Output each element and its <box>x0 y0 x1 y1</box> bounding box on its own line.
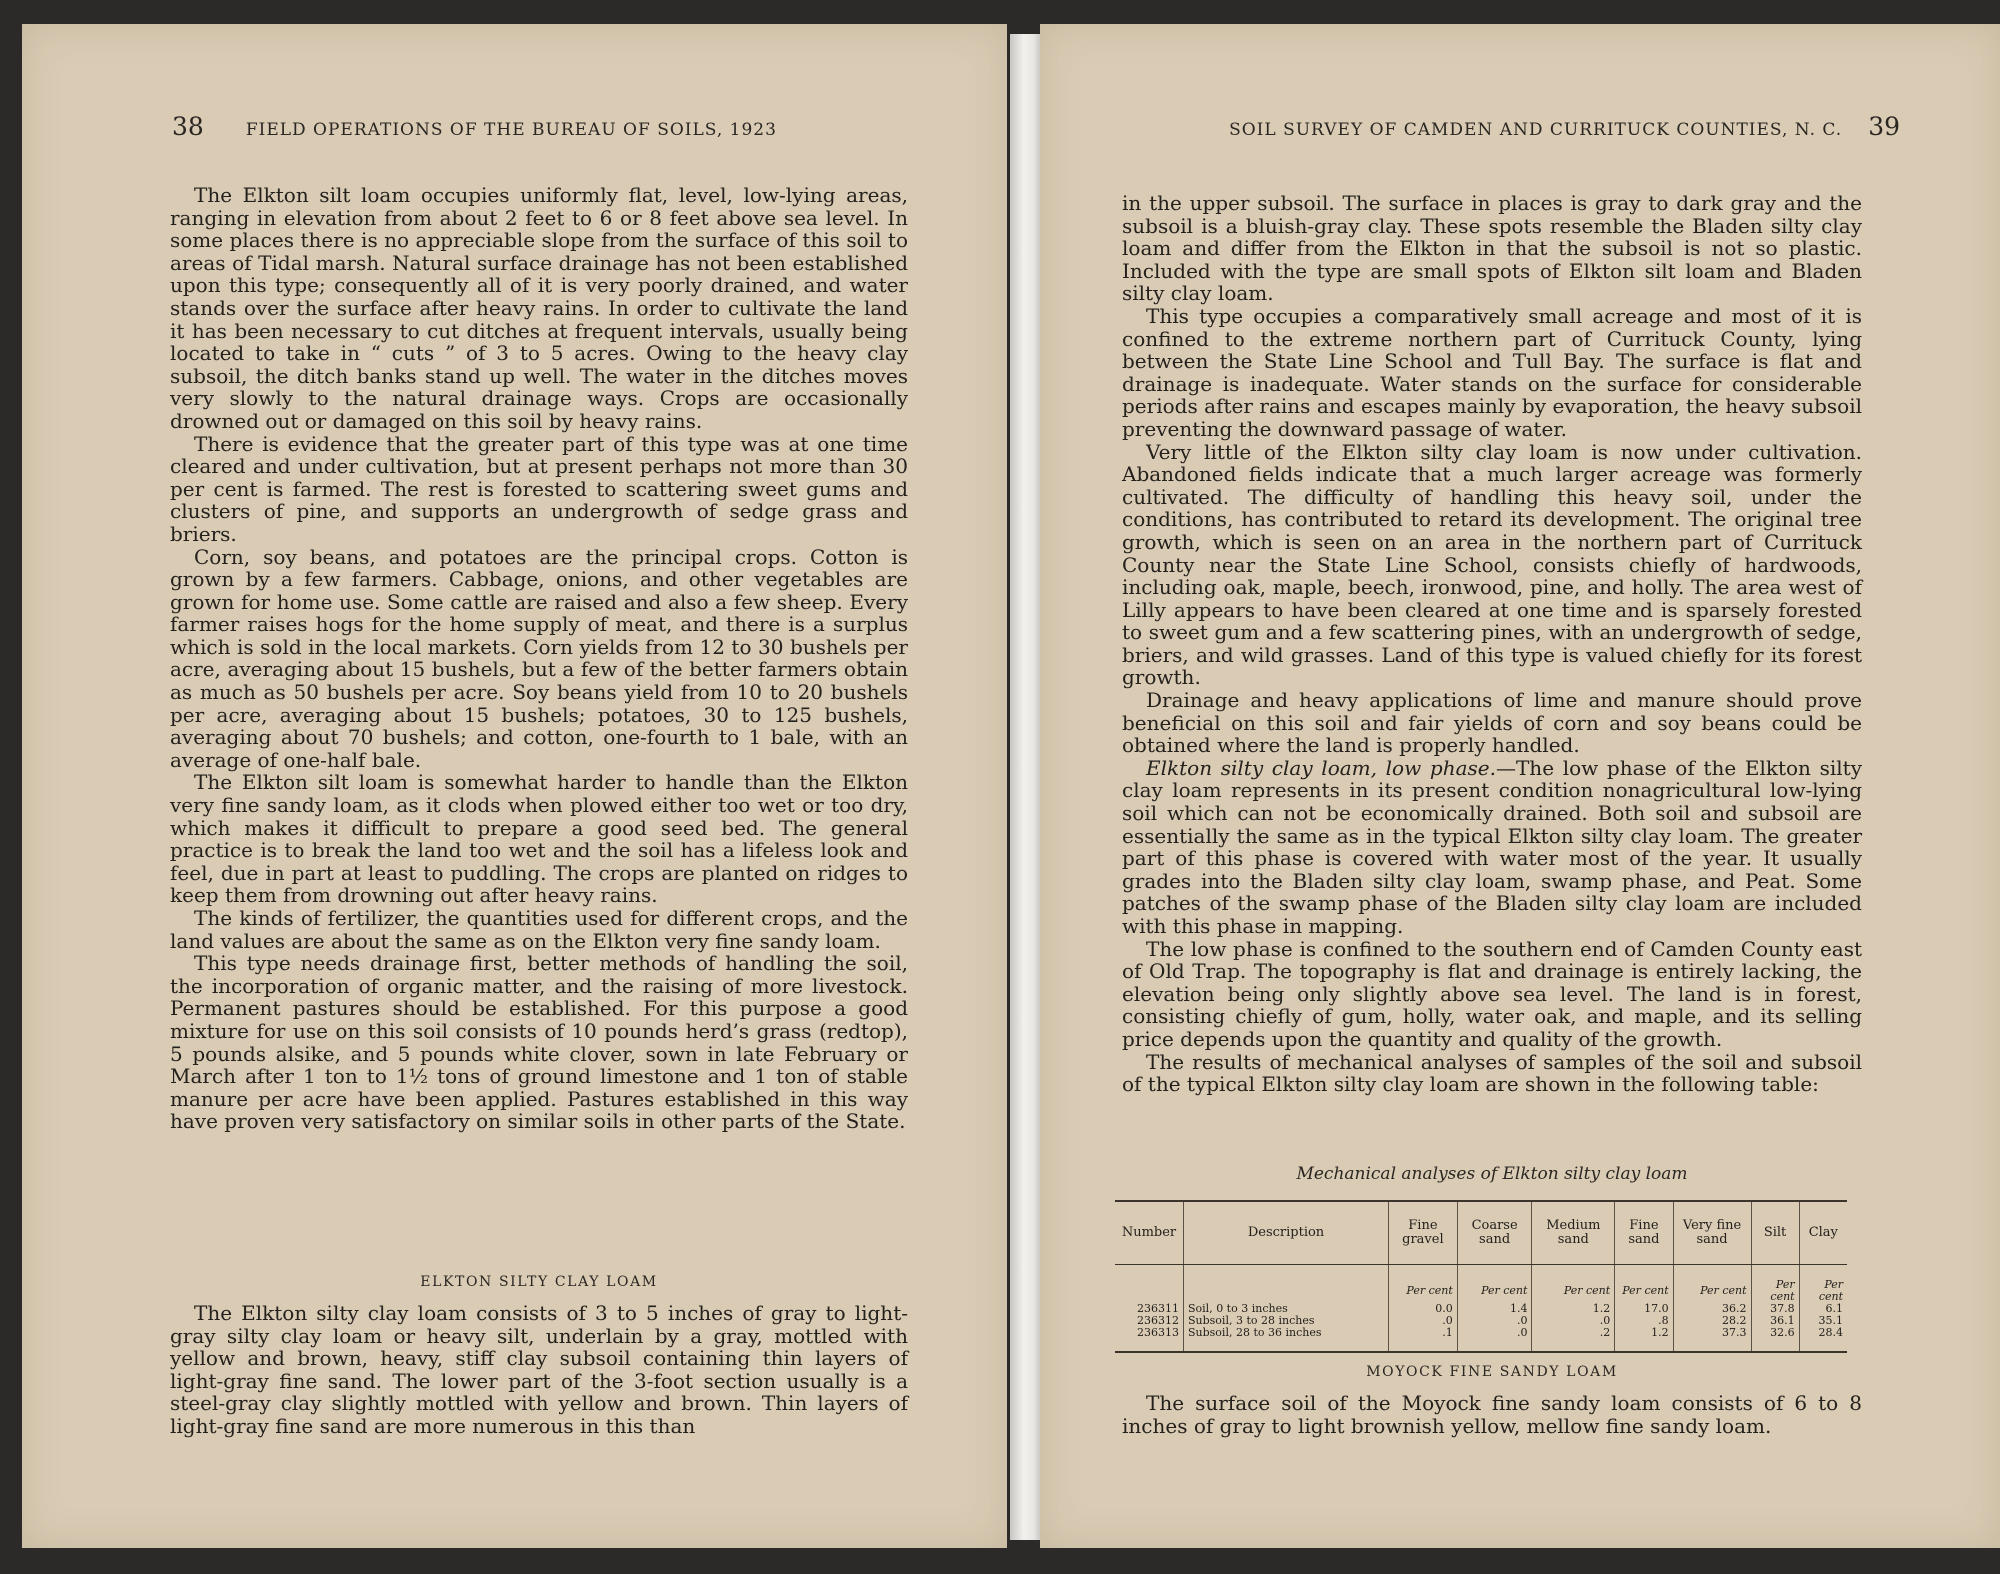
table-caption: Mechanical analyses of Elkton silty clay loam <box>1296 1164 1688 1184</box>
table-row <box>1115 1327 1847 1352</box>
table-header-cell: Silt <box>1751 1201 1799 1265</box>
paragraph: There is evidence that the greater part of this type was at one time cleared and under cultivation, but at present perhaps not more than 30 per cent is farmed. The rest is forested to scattering sweet gums and clusters of pine, and supports an undergrowth of sedge grass and briers. <box>170 431 908 546</box>
table-cell: 17.0 <box>1615 1303 1673 1315</box>
running-head: FIELD OPERATIONS OF THE BUREAU OF SOILS, 1923 <box>245 120 777 140</box>
page-number: 38 <box>172 112 204 141</box>
table-units-row <box>1115 1265 1847 1304</box>
paragraph: The Elkton silt loam is somewhat harder to handle than the Elkton very fine sandy loam, as it clods when plowed either too wet or too dry, which makes it difficult to prepare a good seed bed. The general practice is to break the land too wet and the soil has a lifeless look and feel, due in part at least to puddling. The crops are planted on ridges to keep them from drowning out after heavy rains. <box>170 770 908 908</box>
table-header-cell: Fine sand <box>1615 1201 1673 1265</box>
table-cell: 6.1 <box>1825 1302 1843 1315</box>
table-cell: 28.2 <box>1673 1315 1751 1327</box>
paragraph: This type needs drainage first, better methods of handling the soil, the incorporation of organic matter, and the raising of more livestock. Permanent pastures should be established. For this purpose a good mixture for use on this soil consists of 10 pounds herd’s grass (redtop), 5 pounds alsike, and 5 pounds white clover, sown in late February or March after 1 ton to 1½ tons of ground limestone and 1 ton of stable manure per acre have been applied. Pastures established in this way have proven very satisfactory on similar soils in other parts of the State. <box>170 951 908 1134</box>
right-running-header <box>1180 112 1900 152</box>
page-number: 39 <box>1868 112 1900 141</box>
table-header-cell: Coarse sand <box>1457 1201 1532 1265</box>
table-cell: 35.1 <box>1818 1314 1843 1327</box>
table-cell: 236311 <box>1115 1303 1184 1315</box>
table-cell: 1.2 <box>1615 1327 1673 1352</box>
book-gutter <box>1010 34 1044 1540</box>
table-cell: .0 <box>1457 1327 1532 1352</box>
paragraph: This type occupies a comparatively small acreage and most of it is confined to the extreme northern part of Currituck County, lying between the State Line School and Tull Bay. The surface is flat and drainage is inadequate. Water stands on the surface for considerable periods after rains and escapes mainly by evaporation, the heavy subsoil preventing the downward passage of water. <box>1122 303 1862 441</box>
paragraph: The Elkton silty clay loam consists of 3 to 5 inches of gray to light-gray silty clay loam or heavy silt, underlain by a gray, mottled with yellow and brown, heavy, stiff clay subsoil containing thin layers of light-gray fine sand. The lower part of the 3-foot section usually is a steel-gray clay slightly mottled with yellow and brown. Thin layers of light-gray fine sand are more numerous in this than <box>170 1301 908 1438</box>
right-section-text <box>1122 1392 1862 1437</box>
table-cell: .0 <box>1532 1315 1615 1327</box>
section-title: ELKTON SILTY CLAY LOAM <box>420 1274 658 1290</box>
table-cell: Subsoil, 28 to 36 inches <box>1184 1327 1389 1352</box>
table-cell: .0 <box>1389 1315 1458 1327</box>
table-cell: 37.3 <box>1673 1327 1751 1352</box>
table-cell: 1.2 <box>1532 1303 1615 1315</box>
table-cell: Per cent <box>1751 1265 1799 1304</box>
table-cell: 1.4 <box>1457 1303 1532 1315</box>
table-header-cell: Clay <box>1799 1201 1847 1265</box>
table-cell: 236313 <box>1115 1327 1184 1352</box>
paragraph: The surface soil of the Moyock fine sandy loam consists of 6 to 8 inches of gray to light brownish yellow, mellow fine sandy loam. <box>1122 1391 1862 1438</box>
table-cell: 37.8 <box>1751 1303 1799 1315</box>
table-cell: Per cent <box>1532 1265 1615 1304</box>
table-cell: 36.1 <box>1751 1315 1799 1327</box>
table-cell: Soil, 0 to 3 inches <box>1184 1303 1389 1315</box>
table-header-cell: Description <box>1184 1201 1389 1265</box>
table-cell: Per cent <box>1389 1265 1458 1304</box>
running-head: SOIL SURVEY OF CAMDEN AND CURRITUCK COUNTIES, N. C. <box>1229 120 1843 140</box>
paragraph: The kinds of fertilizer, the quantities used for different crops, and the land values are about the same as on the Elkton very fine sandy loam. <box>170 906 908 953</box>
table-cell: .1 <box>1389 1327 1458 1352</box>
low-phase-paragraph <box>1122 757 1862 938</box>
table-header-cell: Very fine sand <box>1673 1201 1751 1265</box>
table-cell: Per cent <box>1457 1265 1532 1304</box>
paragraph: The Elkton silt loam occupies uniformly flat, level, low-lying areas, ranging in elevation from about 2 feet to 6 or 8 feet above sea level. In some places there is no appreciable slope from the surface of this soil to areas of Tidal marsh. Natural surface drainage has not been established upon this type; consequently all of it is very poorly drained, and water stands over the surface after heavy rains. In order to cultivate the land it has been necessary to cut ditches at frequent intervals, usually being located to take in “ cuts ” of 3 to 5 acres. Owing to the heavy clay subsoil, the ditch banks stand up well. The water in the ditches moves very slowly to the natural drainage ways. Crops are occasionally drowned out or damaged on this soil by heavy rains. <box>170 183 908 433</box>
low-phase-text: —The low phase of the Elkton silty clay loam represents in its present condition nonagricultural low-lying soil which can not be economically drained. Both soil and subsoil are essentially the same as in the typical Elkton silty clay loam. The greater part of this phase is covered with water most of the year. It usually grades into the Bladen silty clay loam, swamp phase, and Peat. Some patches of the swamp phase of the Bladen silty clay loam are included with this phase in mapping. <box>1122 755 1862 938</box>
paragraph: Very little of the Elkton silty clay loam is now under cultivation. Abandoned fields indicate that a much larger acreage was formerly cultivated. The difficulty of handling this heavy soil, under the conditions, has contributed to retard its development. The original tree growth, which is seen on an area in the northern part of Currituck County near the State Line School, consists chiefly of hardwoods, including oak, maple, beech, ironwood, pine, and holly. The area west of Lilly appears to have been cleared at one time and is sparsely forested to sweet gum and a few scattering pines, with an undergrowth of sedge, briers, and wild grasses. Land of this type is valued chiefly for its forest growth. <box>1122 439 1862 690</box>
table-header-cell: Medium sand <box>1532 1201 1615 1265</box>
paragraph: The low phase is confined to the southern end of Camden County east of Old Trap. The topography is flat and drainage is entirely lacking, the elevation being only slightly above sea level. The land is in forest, consisting chiefly of gum, holly, water oak, and maple, and its selling price depends upon the quantity and quality of the growth. <box>1122 936 1862 1051</box>
left-page <box>22 24 1007 1548</box>
table-cell: 0.0 <box>1389 1303 1458 1315</box>
table-cell: Per cent <box>1818 1278 1843 1303</box>
paragraph: The results of mechanical analyses of samples of the soil and subsoil of the typical Elkton silty clay loam are shown in the following table: <box>1122 1049 1862 1097</box>
low-phase-heading: Elkton silty clay loam, low phase. <box>1146 755 1496 780</box>
table-cell: 36.2 <box>1673 1303 1751 1315</box>
table-header-cell: Number <box>1115 1201 1184 1265</box>
left-running-header <box>172 112 932 152</box>
table-cell: Subsoil, 3 to 28 inches <box>1184 1315 1389 1327</box>
table-cell: .0 <box>1457 1315 1532 1327</box>
table-cell: 28.4 <box>1799 1327 1847 1352</box>
left-section-text <box>170 1302 908 1438</box>
table-cell: 32.6 <box>1751 1327 1799 1352</box>
table-cell: .2 <box>1532 1327 1615 1352</box>
table-header-row <box>1115 1201 1847 1265</box>
paragraph: Drainage and heavy applications of lime and manure should prove beneficial on this soil and fair yields of corn and soy beans could be obtained where the land is properly handled. <box>1122 688 1862 758</box>
section-title: MOYOCK FINE SANDY LOAM <box>1366 1364 1618 1380</box>
paragraph: Corn, soy beans, and potatoes are the principal crops. Cotton is grown by a few farmers. Cabbage, onions, and other vegetables are grown for home use. Some cattle are raised and also a few sheep. Every farmer raises hogs for the home supply of meat, and there is a surplus which is sold in the local markets. Corn yields from 12 to 30 bushels per acre, averaging about 15 bushels, but a few of the better farmers obtain as much as 50 bushels per acre. Soy beans yield from 10 to 20 bushels per acre, averaging about 15 bushels; potatoes, 30 to 125 bushels, averaging about 70 bushels; and cotton, one-fourth to 1 bale, with an average of one-half bale. <box>170 544 908 772</box>
right-body-text <box>1122 192 1862 1096</box>
table-cell <box>1184 1265 1389 1304</box>
table-cell: Per cent <box>1615 1265 1673 1304</box>
right-page <box>1040 24 2000 1548</box>
mechanical-analyses-table <box>1115 1200 1847 1353</box>
table-header-cell: Fine gravel <box>1389 1201 1458 1265</box>
table-cell: Per cent <box>1673 1265 1751 1304</box>
left-body-text <box>170 184 908 1133</box>
table-cell <box>1115 1265 1184 1304</box>
table-cell: .8 <box>1615 1315 1673 1327</box>
continued-paragraph: in the upper subsoil. The surface in places is gray to dark gray and the subsoil is a bluish-gray clay. These spots resemble the Bladen silty clay loam and differ from the Elkton in that the subsoil is not so plastic. Included with the type are small spots of Elkton silt loam and Bladen silty clay loam. <box>1122 191 1862 306</box>
table-cell: 236312 <box>1115 1315 1184 1327</box>
